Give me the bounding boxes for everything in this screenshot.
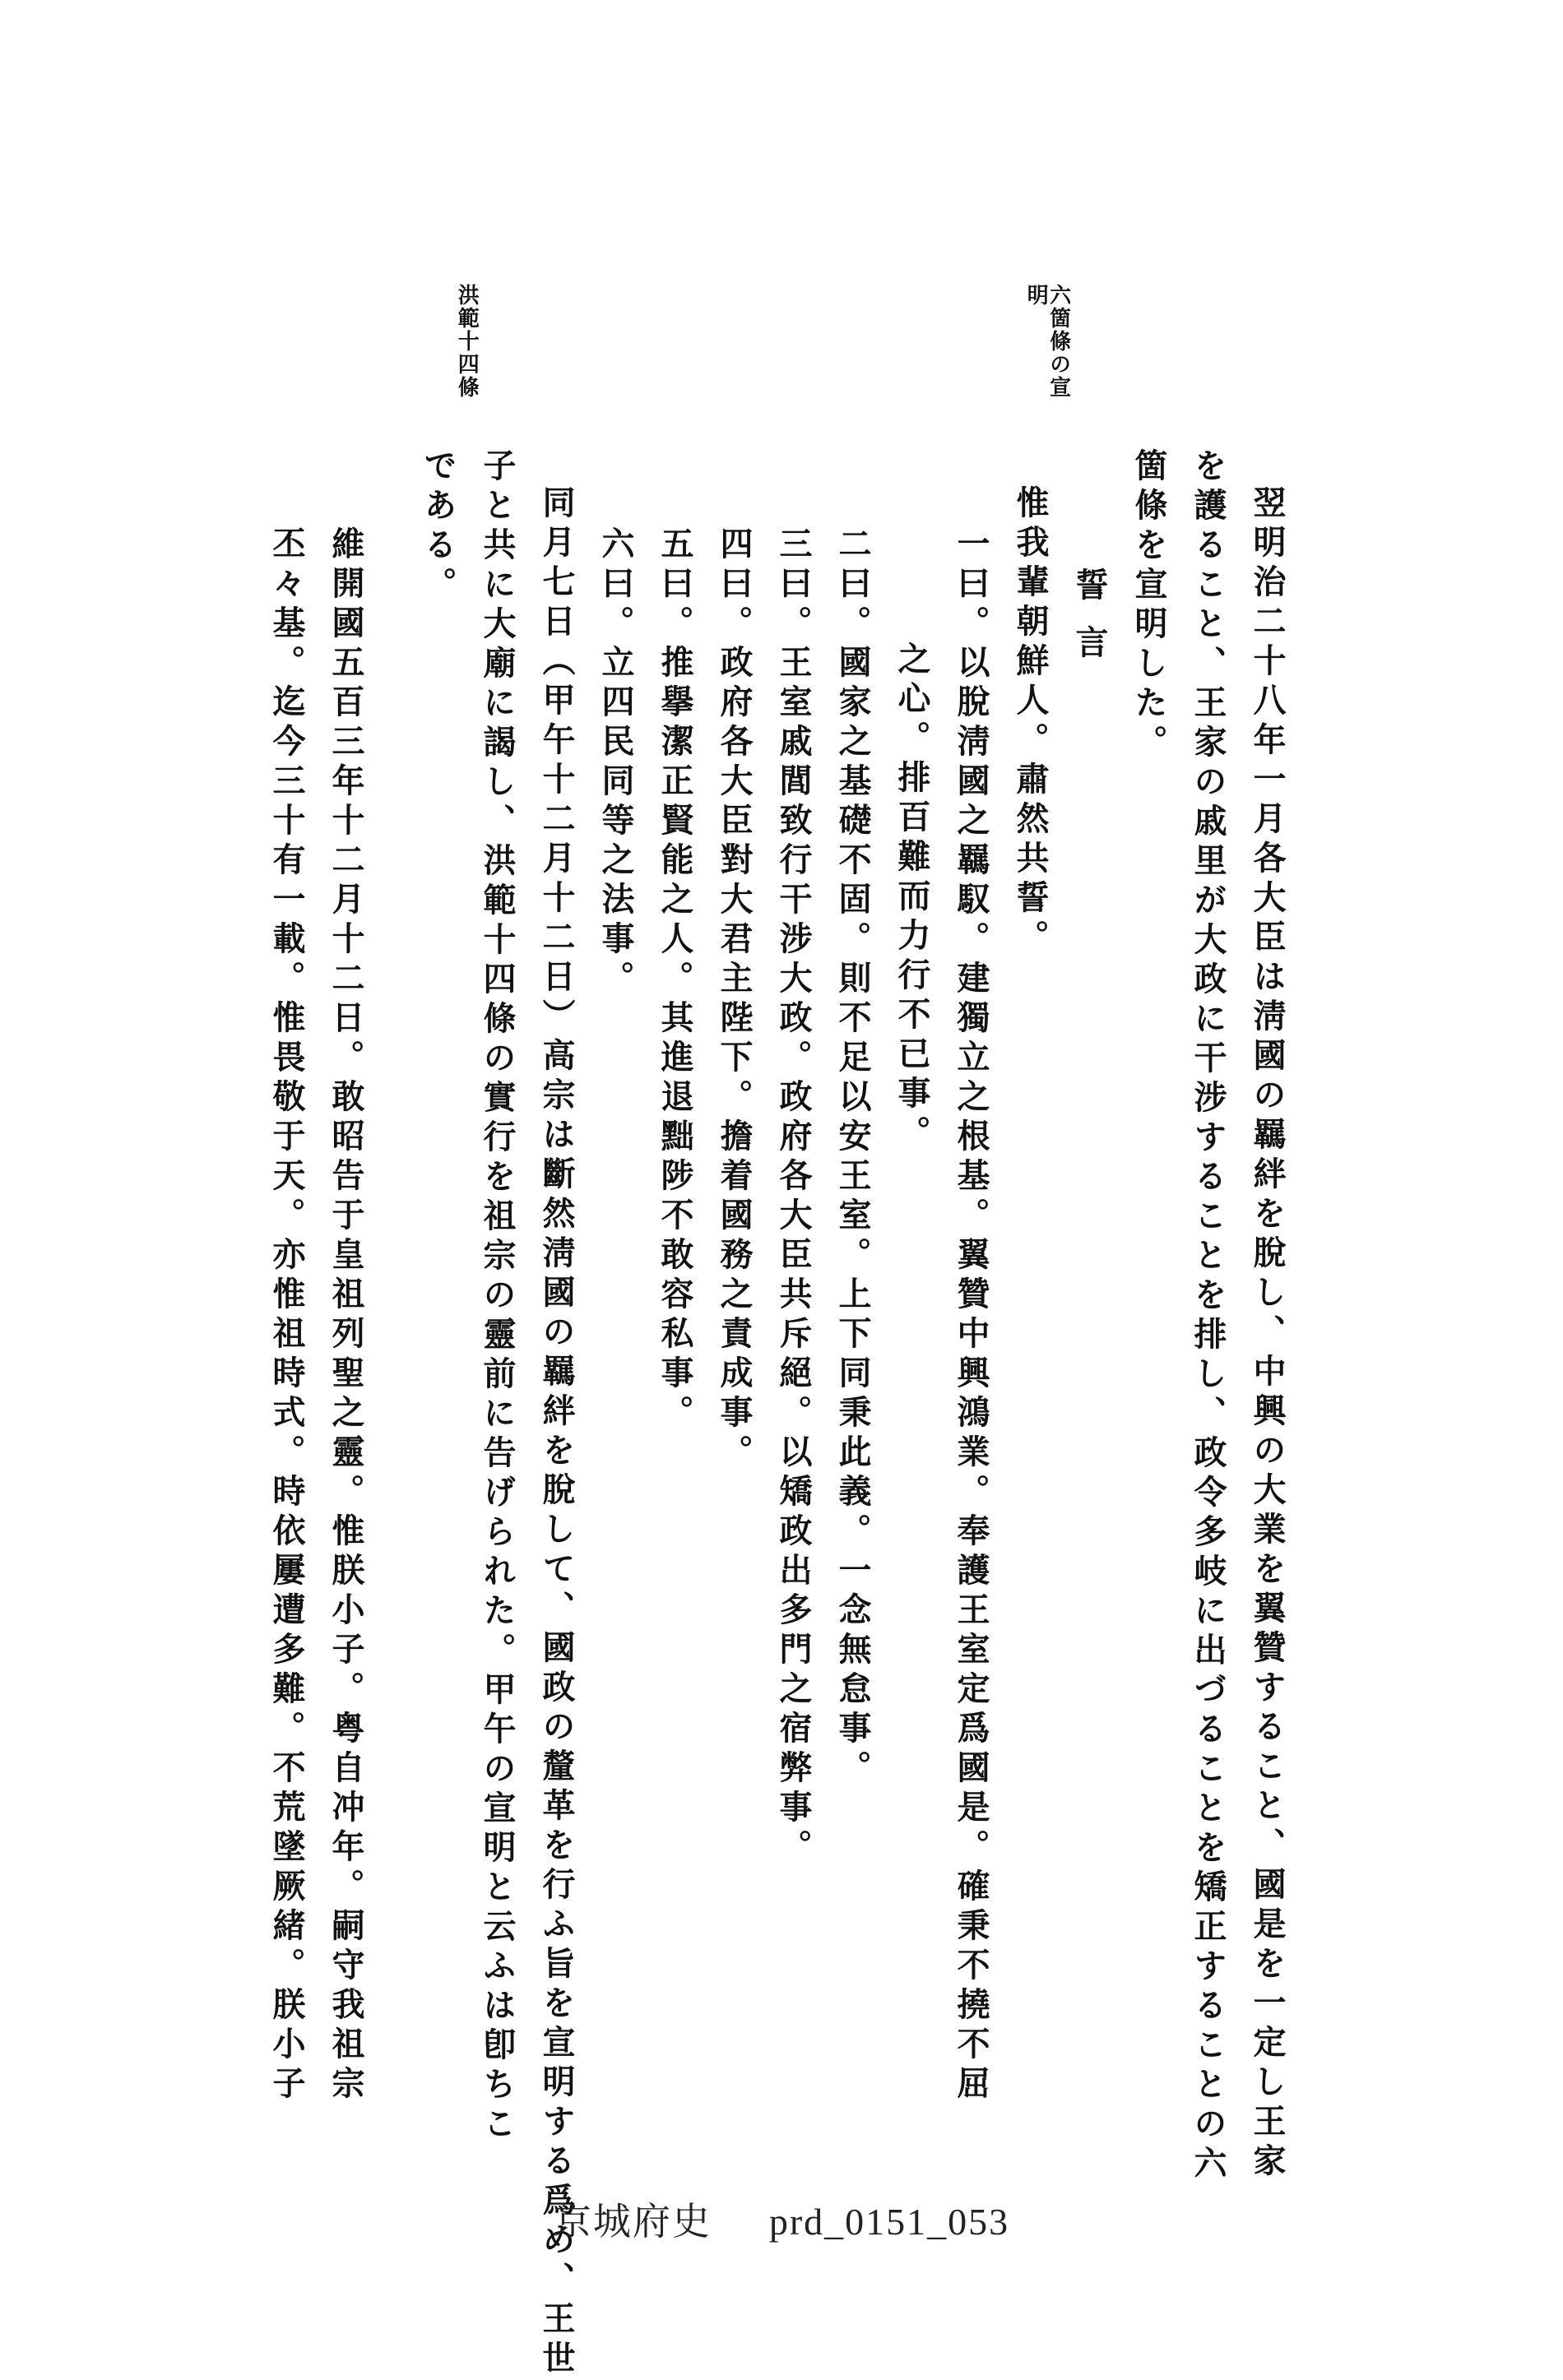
text-column-5: 惟我輩朝鮮人。肅然共誓。 — [1011, 485, 1050, 959]
text-column-14: 子と共に大廟に謁し、洪範十四條の實行を祖宗の靈前に告げられた。甲午の宣明と云ふは卽ちこ — [478, 448, 517, 2146]
footer-title: 京城府史 — [553, 2201, 712, 2243]
text-column-8: 二曰。國家之基礎不固。則不足以安王室。上下同秉此義。一念無怠事。 — [833, 526, 872, 1790]
text-column-3: 箇條を宣明した。 — [1129, 448, 1168, 764]
margin-note-hongbeom: 洪範十四條 — [454, 284, 480, 399]
text-column-2: を護ること、王家の戚里が大政に干涉することを排し、政令多岐に出づることを矯正することの六 — [1189, 448, 1227, 2185]
text-column-17: 丕々基。迄今三十有一載。惟畏敬于天。亦惟祖時式。時依屢遭多難。不荒墜厥緒。朕小子 — [267, 526, 306, 2105]
text-column-10: 四曰。政府各大臣對大君主陛下。擔着國務之責成事。 — [715, 526, 754, 1474]
text-column-16: 維開國五百三年十二月十二日。敢昭告于皇祖列聖之靈。惟朕小子。粤自冲年。嗣守我祖宗 — [327, 526, 365, 2105]
text-column-6: 一曰。以脫淸國之羈馭。建獨立之根基。翼贊中興鴻業。奉護王室定爲國是。確秉不撓不屈 — [952, 526, 990, 2105]
footer-page-id: prd_0151_053 — [768, 2201, 1010, 2243]
text-column-13: 同月七日（甲午十二月十二日）高宗は斷然淸國の羈絆を脫して、國政の釐革を行ふ旨を宣明する爲め、王世 — [537, 485, 576, 2380]
text-column-11: 五曰。推擧潔正賢能之人。其進退黜陟不敢容私事。 — [656, 526, 694, 1434]
text-column-15: である。 — [419, 448, 457, 606]
text-column-7: 之心。排百難而力行不已事。 — [893, 641, 931, 1155]
text-column-9: 三曰。王室戚閭致行干涉大政。政府各大臣共斥絕。以矯政出多門之宿弊事。 — [774, 526, 813, 1868]
text-column-12: 六曰。立四民同等之法事。 — [596, 526, 635, 1000]
text-column-oath-title: 誓言 — [1070, 567, 1109, 683]
text-column-1: 翌明治二十八年一月各大臣は淸國の羈絆を脫し、中興の大業を翼贊すること、國是を一定し王家 — [1248, 485, 1287, 2183]
page-footer — [0, 2192, 1563, 2246]
margin-note-six-articles: 六箇條の宣明 — [1023, 284, 1071, 399]
